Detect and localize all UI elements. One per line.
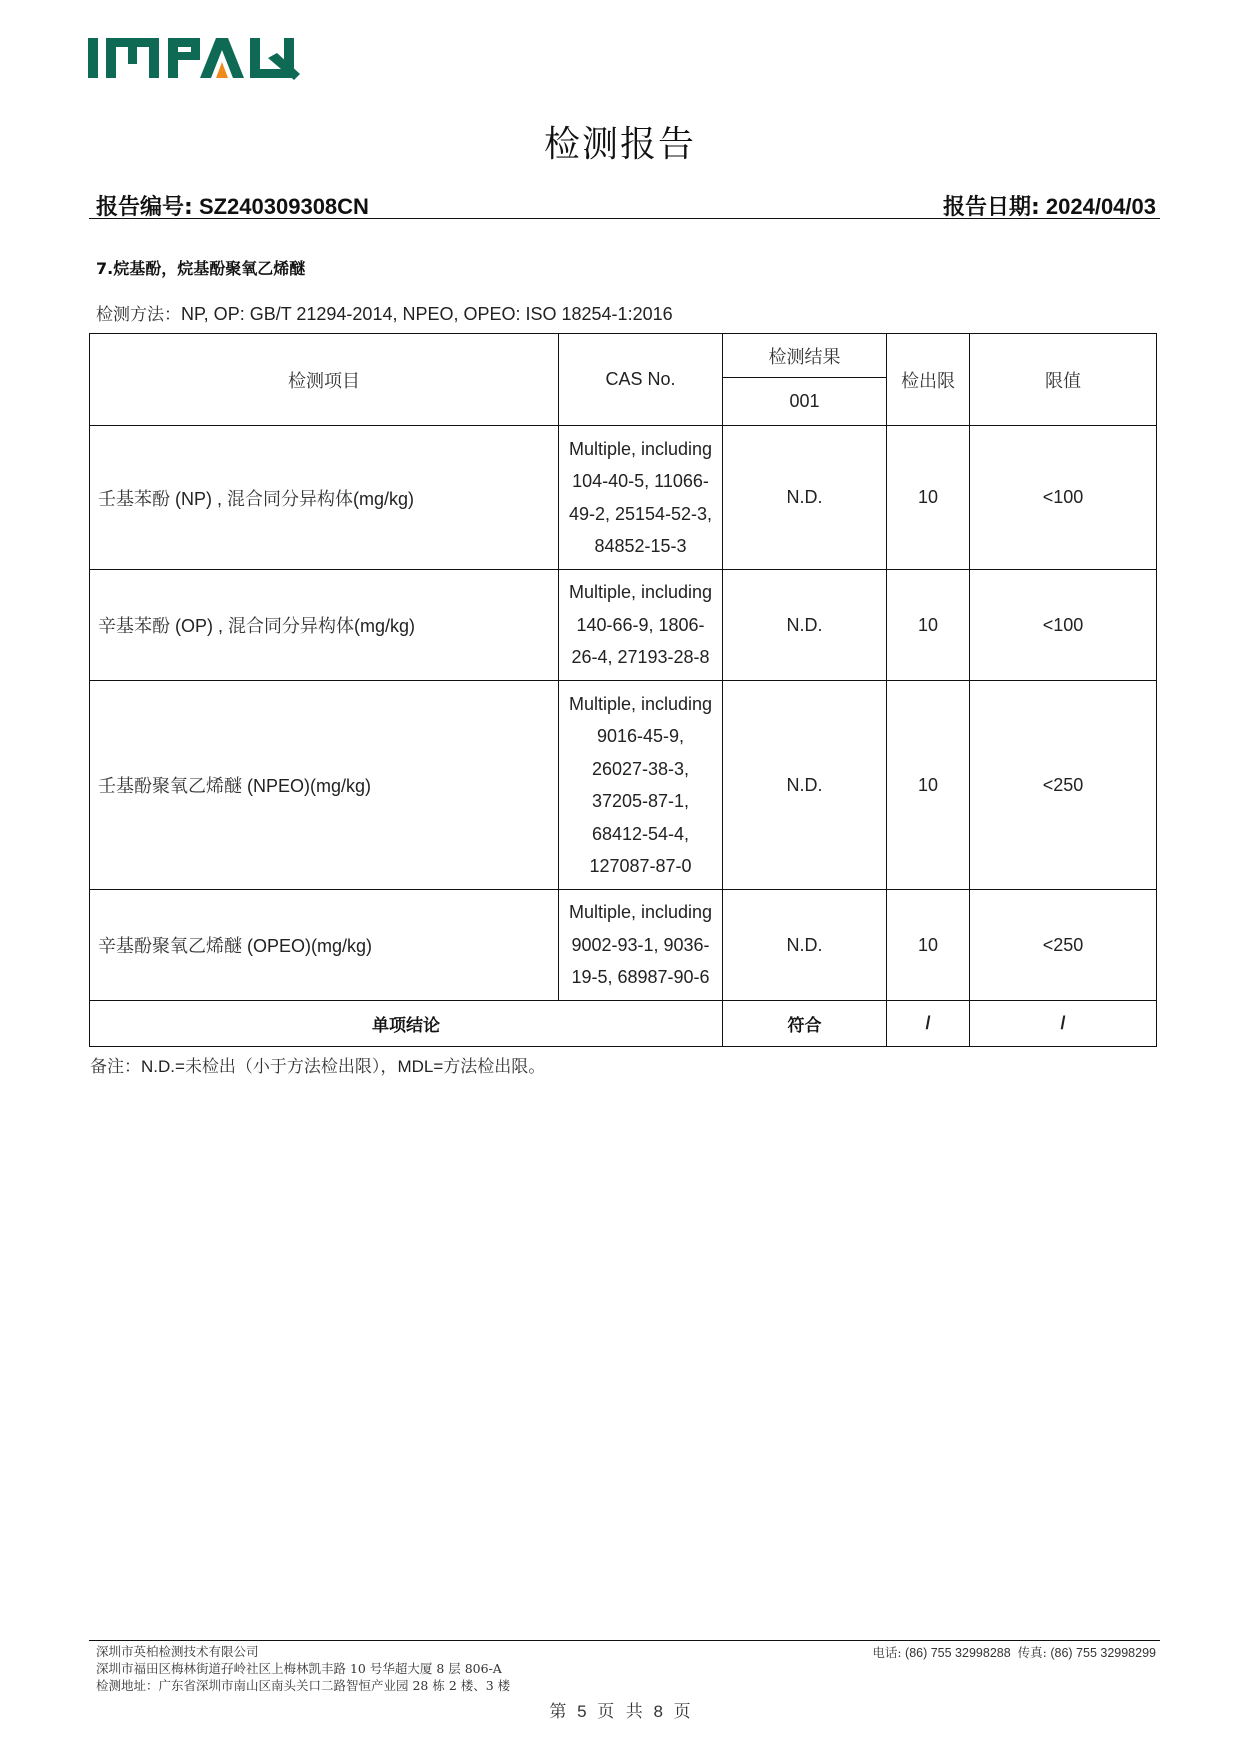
row-test-item — [90, 426, 559, 570]
row-result: N.D. — [723, 426, 887, 570]
row-mdl: 10 — [887, 681, 970, 890]
row-cas-no — [559, 426, 723, 570]
page-mid: 页 共 — [597, 1702, 643, 1722]
row-mdl: 10 — [887, 570, 970, 681]
footer-contact — [872, 1643, 1156, 1661]
cas-line: Multiple, including — [568, 902, 713, 923]
report-header — [96, 190, 1156, 218]
conclusion-row — [90, 1001, 1157, 1047]
impaq-logo-icon — [88, 36, 300, 80]
row-limit: <100 — [970, 426, 1157, 570]
report-date-value: 2024/04/03 — [1045, 194, 1156, 219]
footer-office-address: 深圳市福田区梅林街道孖岭社区上梅林凯丰路 10 号华超大厦 8 层 806-A — [96, 1661, 502, 1676]
test-method-label: 检测方法： — [96, 305, 181, 325]
row-cas-no — [559, 681, 723, 890]
table-note — [90, 1052, 545, 1077]
cas-line: Multiple, including — [568, 582, 713, 603]
phone-label: 电话: — [872, 1645, 902, 1660]
logo-accent-icon — [216, 62, 228, 78]
row-result: N.D. — [723, 681, 887, 890]
item-unit: (mg/kg) — [353, 488, 415, 509]
item-abbr: (NP) , — [175, 488, 223, 509]
footer-company-name: 深圳市英柏检测技术有限公司 — [96, 1644, 259, 1659]
row-limit: <100 — [970, 570, 1157, 681]
conclusion-label: 单项结论 — [90, 1001, 723, 1047]
cas-line: 104-40-5, 11066- — [572, 471, 709, 491]
results-table — [89, 333, 1157, 1047]
cas-line: Multiple, including — [568, 693, 713, 714]
page-prefix: 第 — [549, 1702, 567, 1722]
footer-company-info — [96, 1643, 510, 1694]
cas-line: 9016-45-9, — [596, 726, 685, 746]
header-cas-no: CAS No. — [559, 334, 723, 426]
conclusion-mdl: / — [887, 1001, 970, 1047]
fax-number: (86) 755 32998299 — [1050, 1646, 1156, 1660]
header-test-item: 检测项目 — [90, 334, 559, 426]
cas-line: 9002-93-1, 9036- — [571, 934, 710, 955]
note-label: 备注： — [90, 1057, 141, 1077]
header-divider — [89, 218, 1160, 219]
test-method — [96, 300, 673, 325]
row-test-item — [90, 570, 559, 681]
note-mdl-definition: 方法检出限。 — [443, 1057, 546, 1077]
header-mdl: 检出限 — [887, 334, 970, 426]
item-abbr: (NPEO)(mg/kg) — [247, 776, 372, 796]
table-header-row — [90, 334, 1157, 378]
note-nd: N.D.= — [141, 1057, 185, 1076]
page-title: 检测报告 — [543, 124, 696, 165]
table-row — [90, 426, 1157, 570]
conclusion-limit: / — [970, 1001, 1157, 1047]
fax-label: 传真: — [1017, 1645, 1047, 1660]
table-row — [90, 570, 1157, 681]
row-mdl: 10 — [887, 890, 970, 1001]
row-result: N.D. — [723, 890, 887, 1001]
header-sample-id: 001 — [723, 378, 887, 426]
table-row — [90, 681, 1157, 890]
item-name-cn: 壬基苯酚 — [98, 488, 170, 510]
report-number — [96, 190, 369, 221]
row-limit: <250 — [970, 681, 1157, 890]
cas-line: 26-4, 27193-28-8 — [571, 647, 710, 668]
cas-line: 127087-87-0 — [589, 856, 692, 876]
row-test-item — [90, 890, 559, 1001]
section-title: 7.烷基酚，烷基酚聚氧乙烯醚 — [96, 259, 306, 278]
cas-line: 26027-38-3, — [591, 758, 690, 779]
page-number — [0, 1697, 1240, 1722]
cas-line: 19-5, 68987-90-6 — [571, 967, 710, 988]
table-row — [90, 890, 1157, 1001]
cas-line: 84852-15-3 — [594, 536, 687, 556]
item-name-cn: 壬基酚聚氧乙烯醚 — [98, 776, 242, 797]
cas-line: Multiple, including — [568, 438, 713, 459]
report-date-label: 报告日期: — [942, 195, 1040, 220]
footer-divider — [89, 1640, 1160, 1641]
item-desc-cn: 混合同分异构体 — [228, 616, 355, 637]
item-name-cn: 辛基酚聚氧乙烯醚 — [98, 936, 242, 957]
row-result: N.D. — [723, 570, 887, 681]
row-test-item — [90, 681, 559, 890]
company-logo — [88, 36, 300, 80]
row-cas-no — [559, 890, 723, 1001]
item-name-cn: 辛基苯酚 — [98, 616, 170, 637]
report-number-value: SZ240309308CN — [198, 194, 369, 219]
test-method-value: NP, OP: GB/T 21294-2014, NPEO, OPEO: ISO 18254-1:2016 — [181, 304, 673, 324]
row-mdl: 10 — [887, 426, 970, 570]
footer-lab-address: 检测地址：广东省深圳市南山区南头关口二路智恒产业园 28 栋 2 楼、3 楼 — [96, 1678, 511, 1693]
item-abbr: (OPEO)(mg/kg) — [247, 936, 373, 956]
header-limit: 限值 — [970, 334, 1157, 426]
note-nd-definition: 未检出（小于方法检出限）， — [184, 1057, 398, 1077]
page-suffix: 页 — [673, 1702, 691, 1722]
note-mdl: MDL= — [397, 1057, 444, 1076]
page-current: 5 — [577, 1702, 587, 1721]
conclusion-result: 符合 — [723, 1001, 887, 1047]
page-total: 8 — [653, 1702, 663, 1721]
cas-line: 68412-54-4, — [591, 823, 690, 844]
item-desc-cn: 混合同分异构体 — [227, 488, 354, 510]
cas-line: 37205-87-1, — [591, 791, 690, 811]
item-unit: (mg/kg) — [354, 616, 416, 636]
report-date — [943, 190, 1156, 221]
cas-line: 140-66-9, 1806- — [576, 614, 705, 635]
header-test-result: 检测结果 — [723, 334, 887, 378]
cas-line: 49-2, 25154-52-3, — [568, 503, 713, 524]
item-abbr: (OP) , — [175, 616, 224, 636]
phone-number: (86) 755 32998288 — [905, 1646, 1011, 1660]
row-cas-no — [559, 570, 723, 681]
row-limit: <250 — [970, 890, 1157, 1001]
report-number-label: 报告编号: — [96, 195, 193, 220]
